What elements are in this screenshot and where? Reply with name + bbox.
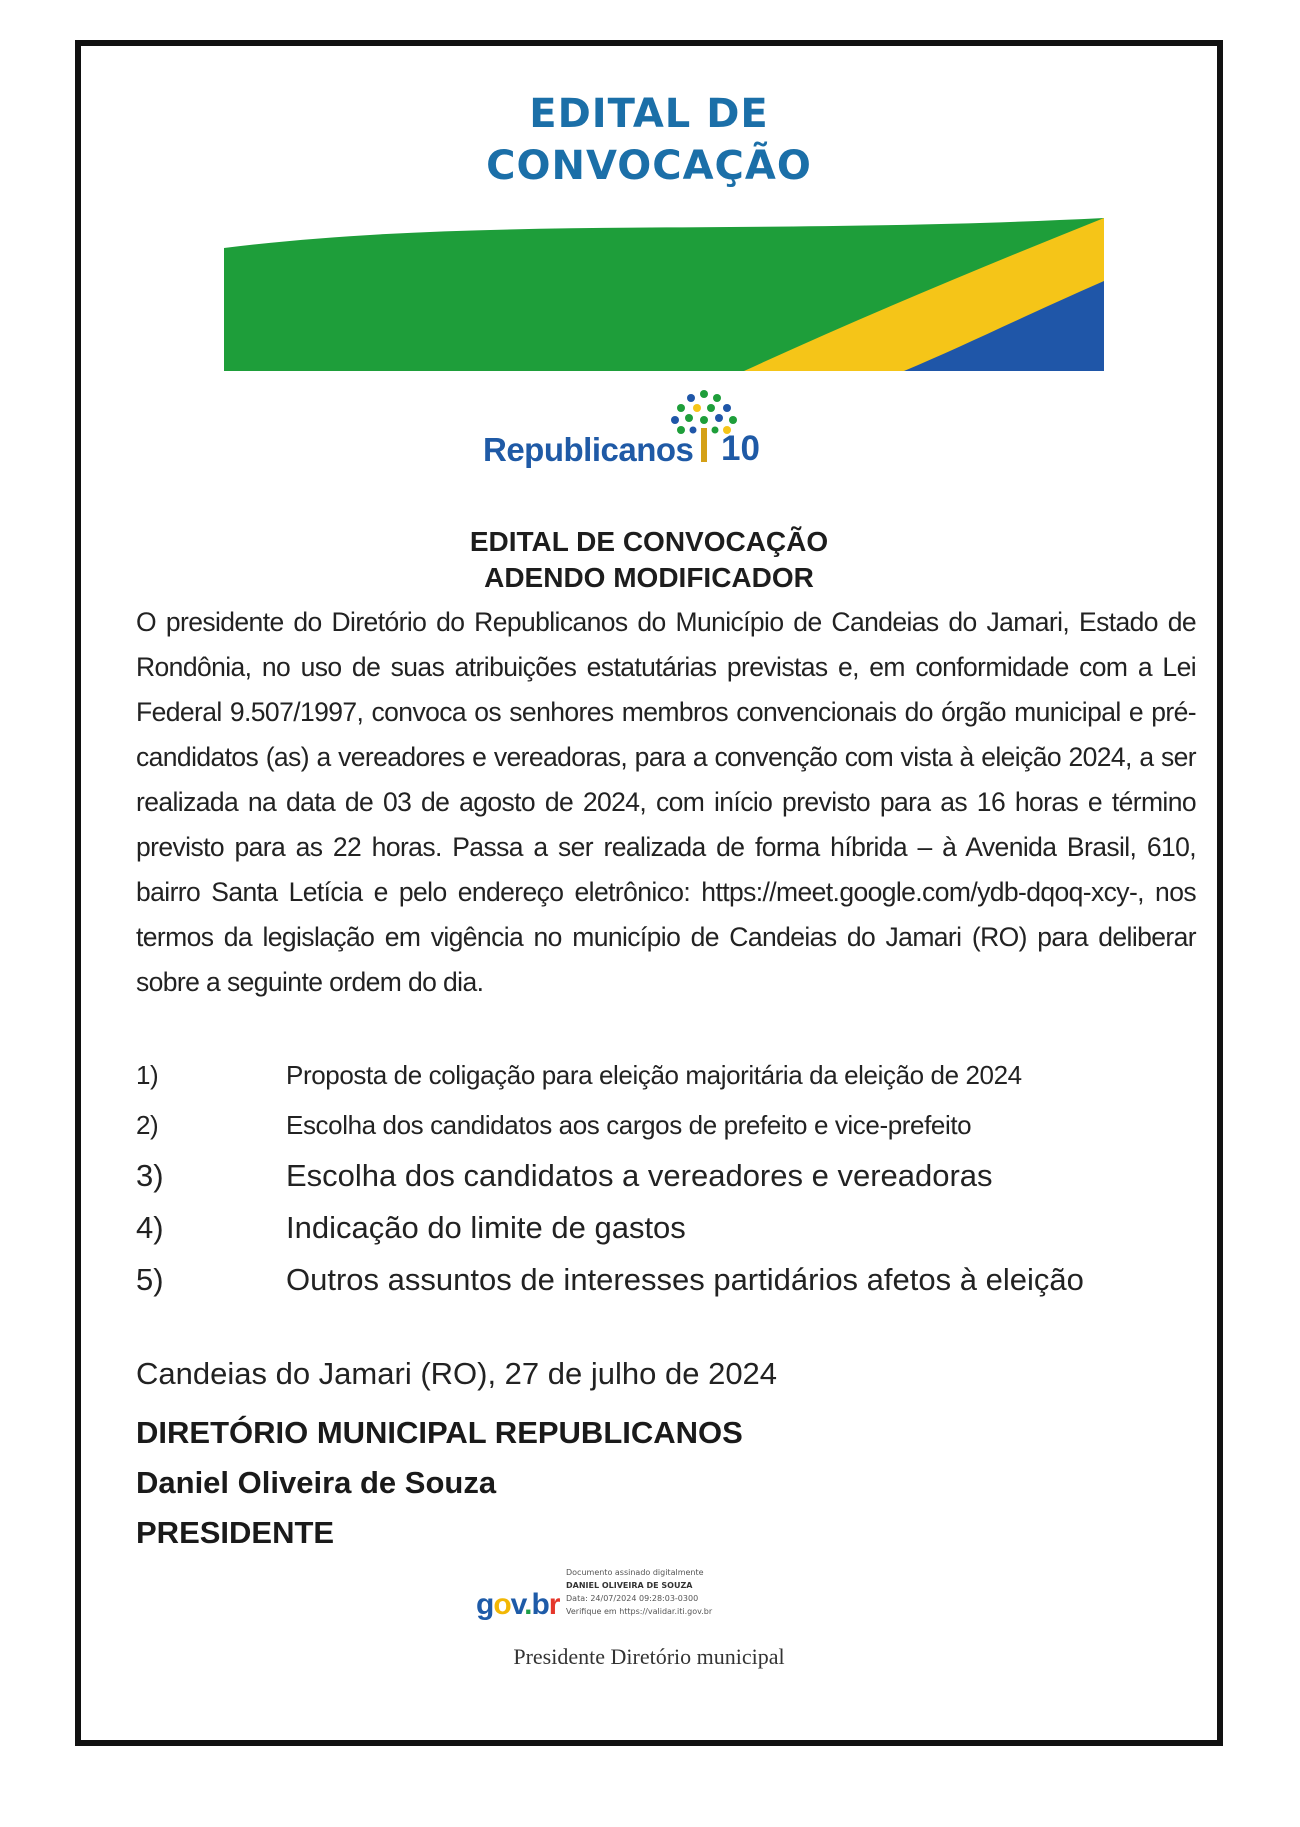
organization-name: DIRETÓRIO MUNICIPAL REPUBLICANOS [136,1415,743,1450]
list-item [136,1050,1196,1100]
agenda-number: 2) [136,1110,159,1140]
agenda-number: 3) [136,1158,164,1193]
agenda-text: Indicação do limite de gastos [286,1210,686,1245]
document-heading: EDITAL DE CONVOCAÇÃO [469,526,829,557]
document-subheading: ADENDO MODIFICADOR [484,562,814,593]
date-line: Candeias do Jamari (RO), 27 de julho de 2024 [136,1356,778,1391]
agenda-number: 1) [136,1060,159,1090]
signer-name: Daniel Oliveira de Souza [136,1465,497,1500]
republicanos-logo [483,386,773,486]
signer-role: PRESIDENTE [136,1515,335,1550]
digital-signature-stamp [476,1566,806,1636]
body-paragraph: O presidente do Diretório do Republicanos do Município de Candeias do Jamari, Estado de Rondônia, no uso de suas atribuições estatutárias previstas e, em conformidade com a Lei Federal 9.507/1997, convoca os senhores membros convencionais do órgão municipal e pré-candidatos (as) a vereadores e vereadoras, para a convenção com vista à eleição 2024, a ser realizada na data de 03 de agosto de 2024, com início previsto para as 16 horas e término previsto para as 22 horas. Passa a ser realizada de forma híbrida – à Avenida Brasil, 610, bairro Santa Letícia e pelo endereço eletrônico: https://meet.google.com/ydb-dqoq-xcy-, nos termos da legislação em vigência no município de Candeias do Jamari (RO) para deliberar sobre a seguinte ordem do dia. [136,607,1196,997]
agenda-list [136,1050,1196,1306]
agenda-number: 4) [136,1210,164,1245]
list-item [136,1150,1196,1202]
list-item [136,1100,1196,1150]
agenda-text: Escolha dos candidatos a vereadores e vereadoras [286,1158,993,1193]
signature-block [136,1408,743,1558]
govbr-logo: gov.br [476,1588,560,1621]
agenda-text: Escolha dos candidatos aos cargos de prefeito e vice-prefeito [286,1110,972,1140]
agenda-text: Outros assuntos de interesses partidários afetos à eleição [286,1262,1084,1297]
brazil-flag-band [224,206,1104,371]
signature-name: DANIEL OLIVEIRA DE SOUZA [566,1581,693,1590]
header-title-line2: CONVOCAÇÃO [486,143,812,189]
signature-date: Data: 24/07/2024 09:28:03-0300 [566,1594,699,1603]
agenda-number: 5) [136,1262,164,1297]
signature-line1: Documento assinado digitalmente [566,1568,704,1577]
signature-caption: Presidente Diretório municipal [513,1644,785,1669]
header-title [81,88,1217,192]
signature-info [566,1566,712,1618]
signature-verify: Verifique em https://validar.iti.gov.br [566,1607,713,1616]
logo-number: 10 [721,429,760,468]
header-title-line1: EDITAL DE [529,91,769,137]
document-frame [75,40,1223,1746]
list-item [136,1254,1196,1306]
logo-word: Republicanos [483,431,694,468]
agenda-text: Proposta de coligação para eleição majoritária da eleição de 2024 [286,1060,1022,1090]
list-item [136,1202,1196,1254]
